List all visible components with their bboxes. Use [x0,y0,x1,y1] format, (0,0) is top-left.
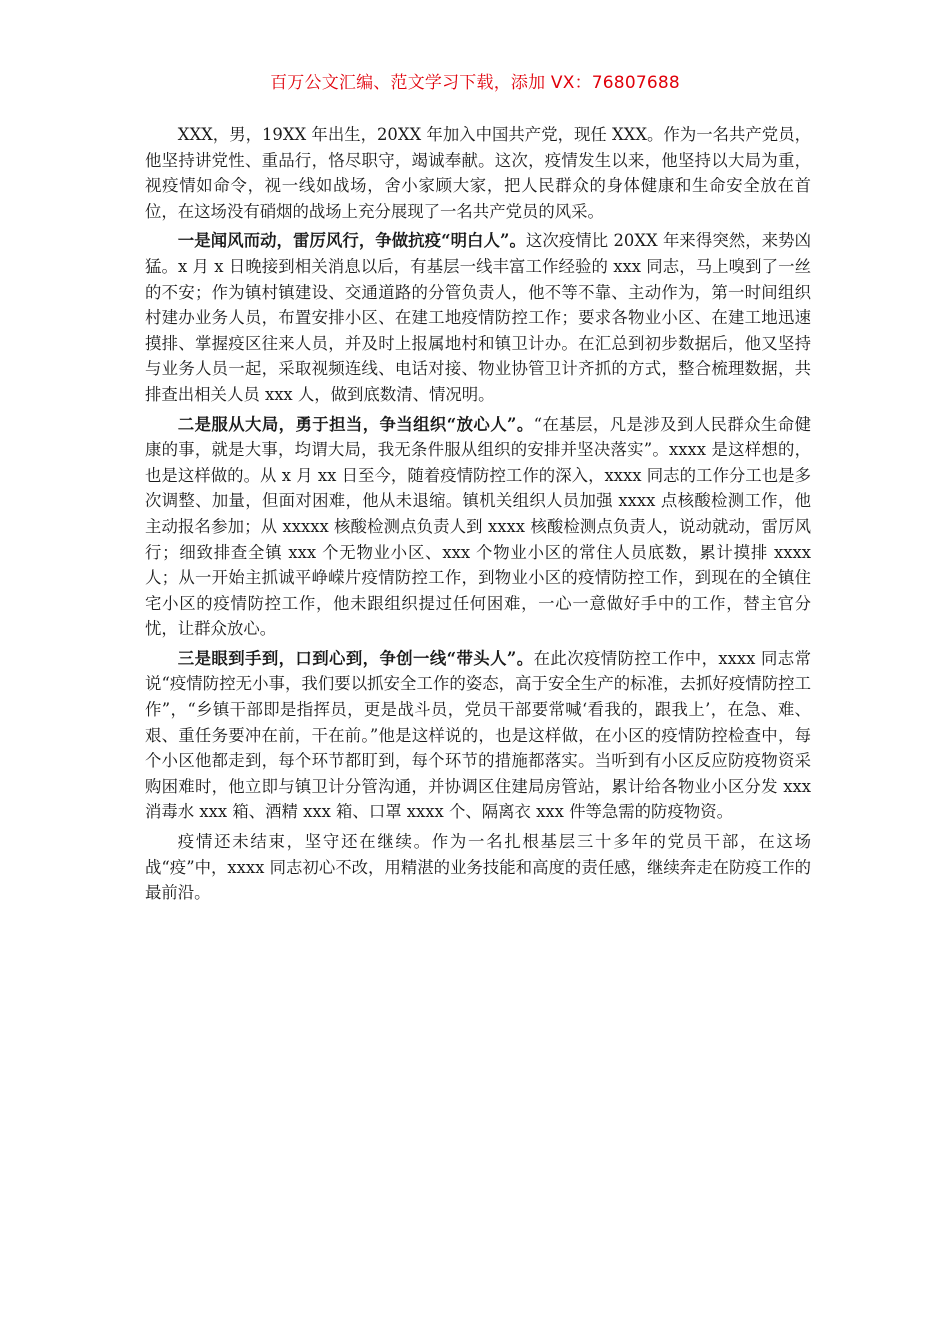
closing-paragraph: 疫情还未结束，坚守还在继续。作为一名扎根基层三十多年的党员干部，在这场战“疫”中，xxxx 同志初心不改，用精湛的业务技能和高度的责任感，继续奔走在防疫工作的最前沿。 [145,832,811,903]
section-paragraph-3 [145,646,811,825]
document-body [145,122,811,910]
section-paragraph-1 [145,228,811,407]
section-heading-1: 一是闻风而动，雷厉风行，争做抗疫“明白人”。 [177,231,526,251]
section-text-1: 这次疫情比 20XX 年来得突然，来势凶猛。x 月 x 日晚接到相关消息以后，有基层一线丰富工作经验的 xxx 同志，马上嗅到了一丝的不安；作为镇村镇建设、交通道路的分管负责人，他不等不靠、主动作为，第一时间组织村建办业务人员，布置安排小区、在建工地疫情防控工作；要求各物业小区、在建工地迅速摸排、掌握疫区往来人员，并及时上报属地村和镇卫计办。在汇总到初步数据后，他又坚持与业务人员一起，采取视频连线、电话对接、物业协管卫计齐抓的方式，整合梳理数据，共排查出相关人员 xxx 人，做到底数清、情况明。 [145,231,811,404]
section-paragraph-2 [145,412,811,642]
section-text-2: “在基层，凡是涉及到人民群众生命健康的事，就是大事，均谓大局，我无条件服从组织的安排并坚决落实”。xxxx 是这样想的，也是这样做的。从 x 月 xx 日至今，随着疫情防控工作的深入，xxxx 同志的工作分工也是多次调整、加量，但面对困难，他从未退缩。镇机关组织人员加强 xxxx 点核酸检测工作，他主动报名参加；从 xxxxx 核酸检测点负责人到 xxxx 核酸检测点负责人，说动就动，雷厉风行；细致排查全镇 xxx 个无物业小区、xxx 个物业小区的常住人员底数，累计摸排 xxxx 人；从一开始主抓诚平峥嵘片疫情防控工作，到物业小区的疫情防控工作，到现在的全镇住宅小区的疫情防控工作，他未跟组织提过任何困难，一心一意做好手中的工作，替主官分忧，让群众放心。 [145,414,811,639]
header-banner: 百万公文汇编、范文学习下载，添加 VX：76807688 [270,73,680,93]
section-heading-2: 二是服从大局，勇于担当，争当组织“放心人”。 [177,414,534,434]
section-text-3: 在此次疫情防控工作中，xxxx 同志常说“疫情防控无小事，我们要以抓安全工作的姿态，高于安全生产的标准，去抓好疫情防控工作”，“乡镇干部即是指挥员，更是战斗员，党员干部要常喊‘看我的，跟我上’，在急、难、艰、重任务要冲在前，干在前。”他是这样说的，也是这样做，在小区的疫情防控检查中，每个小区他都走到，每个环节都盯到，每个环节的措施都落实。当听到有小区反应防疫物资采购困难时，他立即与镇卫计分管沟通，并协调区住建局房管站，累计给各物业小区分发 xxx 消毒水 xxx 箱、酒精 xxx 箱、口罩 xxxx 个、隔离衣 xxx 件等急需的防疫物资。 [145,648,812,822]
section-heading-3: 三是眼到手到，口到心到，争创一线“带头人”。 [177,648,534,668]
intro-paragraph: XXX，男，19XX 年出生，20XX 年加入中国共产党，现任 XXX。作为一名共产党员，他坚持讲党性、重品行，恪尽职守，竭诚奉献。这次，疫情发生以来，他坚持以大局为重，视疫情如命令，视一线如战场，舍小家顾大家，把人民群众的身体健康和生命安全放在首位，在这场没有硝烟的战场上充分展现了一名共产党员的风采。 [145,125,811,221]
